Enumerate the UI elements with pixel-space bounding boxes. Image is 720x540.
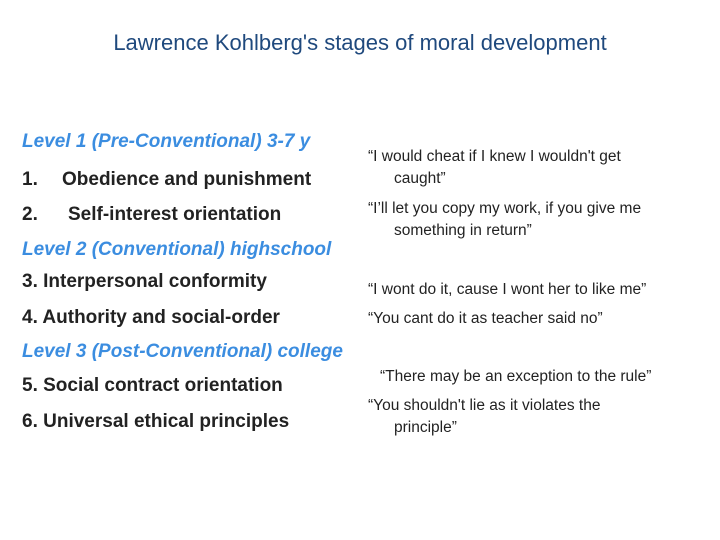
slide-title: Lawrence Kohlberg's stages of moral development [113,30,607,55]
quote-stage-5: “There may be an exception to the rule” [380,368,652,385]
quote-stage-2 [368,198,641,242]
quote-stage-6-line-1: “You shouldn't lie as it violates the [368,397,601,414]
quote-stage-6-line-2: principle” [394,419,457,436]
level-1-heading: Level 1 (Pre-Conventional) 3-7 y [22,131,311,152]
stage-1 [22,166,311,194]
level-3-heading: Level 3 (Post-Conventional) college [22,341,343,362]
stage-1-label: Obedience and punishment [62,169,312,190]
quote-stage-1 [368,146,621,190]
stage-2 [22,201,281,229]
quote-stage-1-line-1: “I would cheat if I knew I wouldn't get [368,148,621,165]
stage-6: 6. Universal ethical principles [22,411,290,432]
quote-stage-4: “You cant do it as teacher said no” [368,310,603,327]
quote-stage-2-line-2: something in return” [394,222,532,239]
quote-stage-6 [368,395,600,439]
stage-2-label: Self-interest orientation [68,204,282,225]
stage-1-number: 1. [22,169,38,190]
quote-stage-2-line-1: “I’ll let you copy my work, if you give me [368,200,642,217]
stage-4: 4. Authority and social-order [22,307,280,328]
stage-3: 3. Interpersonal conformity [22,271,267,292]
quote-stage-3: “I wont do it, cause I wont her to like me” [368,281,647,298]
stage-2-number: 2. [22,204,38,225]
quote-stage-1-line-2: caught” [394,170,446,187]
level-2-heading: Level 2 (Conventional) highschool [22,239,332,260]
stage-5: 5. Social contract orientation [22,375,283,396]
